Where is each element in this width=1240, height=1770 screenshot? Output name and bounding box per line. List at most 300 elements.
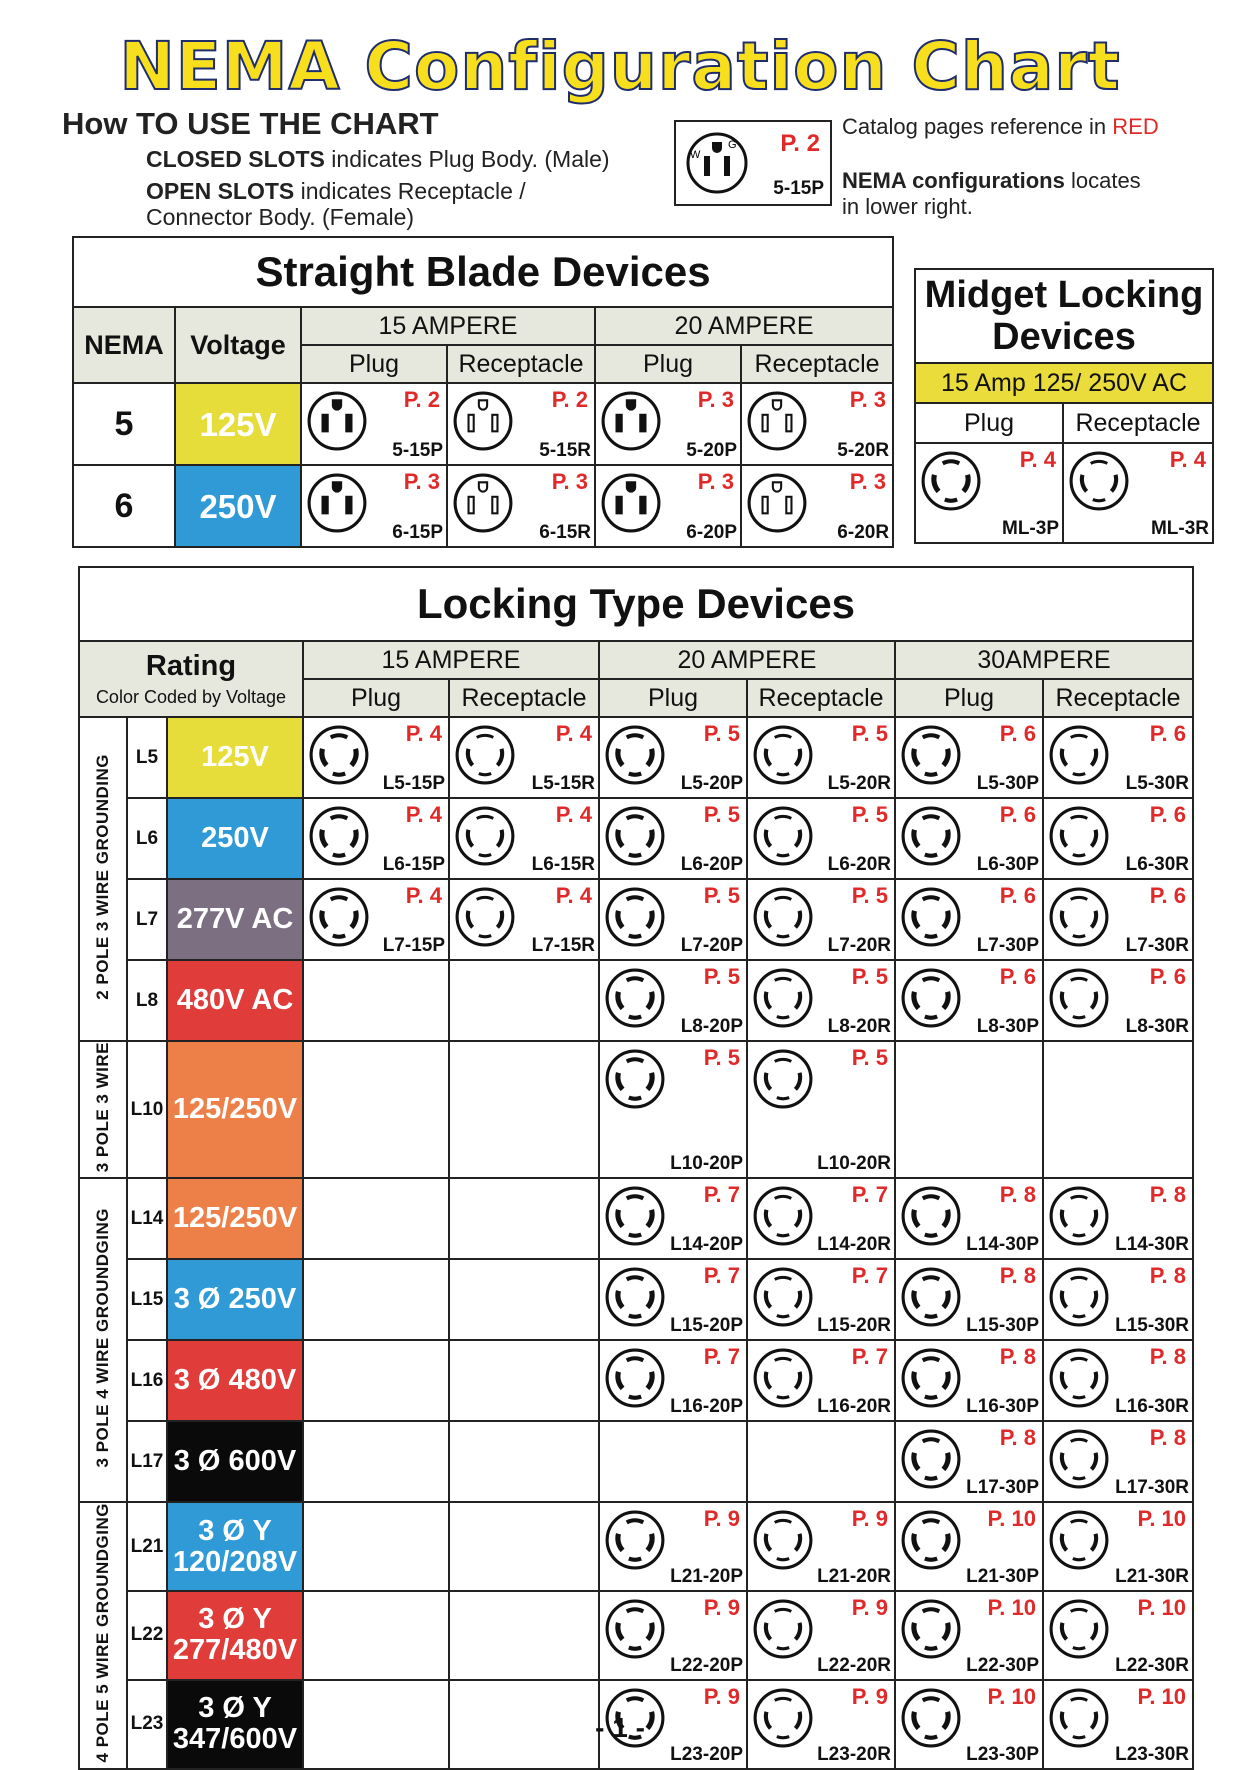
voltage-label: 277V AC xyxy=(176,903,294,935)
nema-code: L22-30R xyxy=(1115,1654,1190,1676)
rating-label: Rating xyxy=(145,650,237,682)
nema-code: L7-30P xyxy=(976,935,1039,956)
locking-device-cell xyxy=(1043,798,1193,879)
catalog-page-ref: P. 10 xyxy=(987,1506,1036,1532)
locking-row xyxy=(79,1502,1193,1591)
catalog-page-ref: P. 10 xyxy=(987,1683,1036,1709)
empty-cell xyxy=(303,1340,449,1421)
receptacle-face-icon xyxy=(1048,1509,1110,1571)
straight-device-cell xyxy=(301,465,447,547)
page-number: - 1 - xyxy=(595,1712,645,1743)
catalog-page-ref: P. 8 xyxy=(999,1425,1036,1451)
empty-cell xyxy=(449,1340,599,1421)
receptacle-face-icon xyxy=(752,1185,814,1247)
voltage-label: 125/250V xyxy=(172,1202,298,1235)
col-voltage: Voltage xyxy=(175,307,301,383)
nema-code: L23-30R xyxy=(1115,1743,1190,1765)
nema-code: L16-20R xyxy=(817,1396,891,1418)
howto-open-line xyxy=(146,178,526,204)
locking-device-cell xyxy=(747,1502,895,1591)
nema-code: L7-30R xyxy=(1125,935,1190,956)
nema-code: L16-30R xyxy=(1115,1396,1190,1418)
rating-sub-label: Color Coded by Voltage xyxy=(95,687,287,707)
pole-group-text: 3 POLE 4 WIRE GROUNDGING xyxy=(93,1208,112,1468)
plug-face-icon xyxy=(308,886,370,948)
receptacle-face-icon xyxy=(752,967,814,1029)
voltage-label: 3 Ø Y xyxy=(198,1692,272,1725)
catalog-page-ref: P. 3 xyxy=(849,387,887,412)
voltage-cell xyxy=(167,1502,303,1591)
catalog-page-ref: P. 10 xyxy=(1137,1595,1187,1621)
receptacle-face-icon xyxy=(1068,450,1130,512)
midget-title-line1: Midget Locking xyxy=(924,274,1204,316)
nema-code: L5-30P xyxy=(976,773,1039,794)
receptacle-face-icon xyxy=(1048,1185,1110,1247)
locking-device-cell xyxy=(599,1502,747,1591)
empty-cell xyxy=(303,1591,449,1680)
catalog-page-ref: P. 4 xyxy=(555,721,592,746)
nema-code: L6-30P xyxy=(976,854,1039,875)
voltage-label-2: 347/600V xyxy=(172,1723,298,1756)
plug-face-icon xyxy=(604,886,666,948)
catalog-page-ref: P. 7 xyxy=(851,1344,888,1370)
nema-code: 6-20R xyxy=(837,522,890,543)
plug-face-icon xyxy=(900,1509,962,1571)
nema-code: L8-20P xyxy=(680,1016,743,1037)
howto-closed-line xyxy=(146,146,610,172)
receptacle-face-icon xyxy=(452,390,514,452)
catalog-page-ref: P. 6 xyxy=(1149,964,1187,989)
empty-cell xyxy=(449,1178,599,1259)
locking-device-cell xyxy=(895,1421,1043,1502)
nema-code: L15-20R xyxy=(817,1315,891,1337)
nema-code: L14-30R xyxy=(1115,1234,1190,1256)
catalog-page-ref: P. 6 xyxy=(999,802,1036,827)
straight-receptacle-20: Receptacle xyxy=(741,345,893,383)
voltage-cell: 250V xyxy=(175,465,301,547)
receptacle-face-icon xyxy=(1048,1428,1110,1490)
nema-code: L14-20R xyxy=(817,1234,891,1256)
voltage-label: 3 Ø Y xyxy=(198,1514,272,1547)
voltage-label: 250V xyxy=(201,822,269,854)
catalog-page-ref: P. 8 xyxy=(1149,1263,1187,1289)
plug-face-icon xyxy=(900,1428,962,1490)
nema-type: L6 xyxy=(127,798,167,879)
receptacle-face-icon xyxy=(752,805,814,867)
legend-red-word: RED xyxy=(1112,114,1159,139)
nema-code: L10-20P xyxy=(670,1153,743,1175)
catalog-page-ref: P. 9 xyxy=(703,1506,740,1532)
nema-type: L8 xyxy=(127,960,167,1041)
empty-cell xyxy=(303,1502,449,1591)
catalog-page-ref: P. 2 xyxy=(403,387,440,412)
locking-device-cell xyxy=(895,1591,1043,1680)
rating-header xyxy=(79,641,303,717)
straight-plug-15: Plug xyxy=(301,345,447,383)
catalog-page-ref: P. 6 xyxy=(999,883,1036,908)
catalog-page-ref: P. 5 xyxy=(703,802,740,827)
legend-line3: in lower right. xyxy=(842,194,973,219)
voltage-label-2: 277/480V xyxy=(172,1634,298,1667)
catalog-page-ref: P. 7 xyxy=(851,1263,888,1289)
receptacle-face-icon xyxy=(1048,724,1110,786)
plug-face-icon xyxy=(604,1509,666,1571)
nema-code: L8-20R xyxy=(827,1016,891,1037)
locking-device-cell xyxy=(1043,1421,1193,1502)
catalog-page-ref: P. 10 xyxy=(987,1595,1036,1621)
locking-device-cell xyxy=(599,798,747,879)
plug-face-icon xyxy=(604,1185,666,1247)
locking-row xyxy=(79,1591,1193,1680)
nema-code: L5-15P xyxy=(382,773,445,794)
nema-type: L15 xyxy=(127,1259,167,1340)
nema-type: L5 xyxy=(127,717,167,798)
nema-code: L21-30P xyxy=(966,1566,1039,1588)
nema-code: L8-30P xyxy=(976,1016,1039,1037)
catalog-page-ref: P. 6 xyxy=(1149,802,1187,827)
catalog-page-ref: P. 4 xyxy=(405,802,442,827)
empty-cell xyxy=(303,1421,449,1502)
nema-code: 6-20P xyxy=(686,522,737,543)
straight-row xyxy=(73,465,893,547)
nema-code: L14-20P xyxy=(670,1234,743,1256)
plug-face-icon xyxy=(900,1598,962,1660)
nema-code: L22-20P xyxy=(670,1654,743,1676)
howto-open-line2: Connector Body. (Female) xyxy=(146,204,415,230)
receptacle-face-icon xyxy=(746,472,808,534)
pole-group-text: 3 POLE 3 WIRE xyxy=(93,1042,112,1173)
nema-code: L5-20P xyxy=(680,773,743,794)
voltage-cell xyxy=(167,1340,303,1421)
catalog-page-ref: P. 5 xyxy=(851,721,888,746)
locking-device-cell xyxy=(747,798,895,879)
nema-code: 5-15R xyxy=(539,440,591,461)
plug-face-icon xyxy=(306,390,368,452)
receptacle-face-icon xyxy=(746,390,808,452)
locking-amp-20: 20 AMPERE xyxy=(599,641,895,679)
straight-device-cell xyxy=(301,383,447,465)
example-code: 5-15P xyxy=(773,178,824,199)
locking-row xyxy=(79,798,1193,879)
locking-row xyxy=(79,1421,1193,1502)
nema-type: L14 xyxy=(127,1178,167,1259)
catalog-page-ref: P. 3 xyxy=(697,387,734,412)
empty-cell xyxy=(303,1259,449,1340)
receptacle-face-icon xyxy=(752,1509,814,1571)
plug-face-icon xyxy=(900,1266,962,1328)
catalog-page-ref: P. 8 xyxy=(1149,1344,1187,1370)
locking-device-cell xyxy=(747,879,895,960)
nema-type: L17 xyxy=(127,1421,167,1502)
locking-device-cell xyxy=(599,879,747,960)
catalog-page-ref: P. 10 xyxy=(1137,1683,1187,1709)
receptacle-face-icon xyxy=(1048,967,1110,1029)
catalog-page-ref: P. 5 xyxy=(703,964,740,989)
straight-amp-15: 15 AMPERE xyxy=(301,307,595,345)
nema-code: L21-20R xyxy=(817,1566,891,1588)
pole-group-text: 2 POLE 3 WIRE GROUNDING xyxy=(93,753,112,1000)
locking-device-cell xyxy=(303,879,449,960)
receptacle-face-icon xyxy=(452,472,514,534)
locking-amp-30: 30AMPERE xyxy=(895,641,1193,679)
catalog-page-ref: P. 9 xyxy=(703,1595,740,1621)
voltage-cell xyxy=(167,1591,303,1680)
locking-device-cell xyxy=(599,960,747,1041)
straight-receptacle-15: Receptacle xyxy=(447,345,595,383)
nema-type: L22 xyxy=(127,1591,167,1680)
plug-face-icon xyxy=(604,724,666,786)
legend-line1 xyxy=(842,114,1159,140)
pole-group-label xyxy=(79,1178,127,1502)
midget-title xyxy=(915,269,1213,363)
locking-row xyxy=(79,717,1193,798)
receptacle-face-icon xyxy=(752,1347,814,1409)
receptacle-face-icon xyxy=(752,886,814,948)
pole-group-text: 4 POLE 5 WIRE GROUNDGING xyxy=(93,1503,112,1763)
nema-code: 5-15P xyxy=(392,440,443,461)
locking-device-cell xyxy=(895,1178,1043,1259)
locking-device-cell xyxy=(895,879,1043,960)
nema-type: L23 xyxy=(127,1680,167,1769)
catalog-page-ref: P. 8 xyxy=(999,1263,1036,1289)
catalog-page-ref: P. 9 xyxy=(703,1683,740,1709)
locking-receptacle-15: Receptacle xyxy=(449,679,599,717)
nema-type: L10 xyxy=(127,1041,167,1178)
locking-device-cell xyxy=(747,1259,895,1340)
locking-type-table xyxy=(78,566,1194,1770)
catalog-page-ref: P. 4 xyxy=(1019,447,1056,472)
catalog-page-ref: P. 6 xyxy=(1149,883,1187,908)
midget-device-cell xyxy=(915,443,1063,543)
catalog-page-ref: P. 7 xyxy=(851,1182,888,1208)
straight-device-cell xyxy=(741,465,893,547)
locking-receptacle-20: Receptacle xyxy=(747,679,895,717)
nema-code: L15-30P xyxy=(966,1315,1039,1337)
locking-device-cell xyxy=(747,1340,895,1421)
locking-device-cell xyxy=(895,717,1043,798)
empty-cell xyxy=(449,1259,599,1340)
plug-face-icon xyxy=(604,1266,666,1328)
voltage-label: 125/250V xyxy=(172,1093,298,1126)
empty-cell xyxy=(1043,1041,1193,1178)
locking-device-cell xyxy=(1043,717,1193,798)
empty-cell xyxy=(895,1041,1043,1178)
nema-code: L7-15R xyxy=(531,935,595,956)
pole-group-label xyxy=(79,1041,127,1178)
nema-code: L7-15P xyxy=(382,935,445,956)
example-box xyxy=(674,120,832,206)
midget-rating: 15 Amp 125/ 250V AC xyxy=(915,363,1213,403)
plug-face-icon xyxy=(308,805,370,867)
nema-code: 5-20R xyxy=(837,440,890,461)
straight-device-cell xyxy=(595,465,741,547)
voltage-cell xyxy=(167,798,303,879)
voltage-label: 3 Ø 250V xyxy=(173,1283,297,1316)
locking-receptacle-30: Receptacle xyxy=(1043,679,1193,717)
plug-face-icon xyxy=(900,1347,962,1409)
plug-face-icon xyxy=(604,1598,666,1660)
receptacle-face-icon xyxy=(454,805,516,867)
locking-device-cell xyxy=(1043,879,1193,960)
locking-device-cell xyxy=(1043,1340,1193,1421)
locking-row xyxy=(79,960,1193,1041)
locking-device-cell xyxy=(895,798,1043,879)
pole-group-label xyxy=(79,717,127,1041)
plug-face-icon xyxy=(900,1185,962,1247)
midget-plug: Plug xyxy=(915,403,1063,443)
midget-title-line2: Devices xyxy=(992,316,1136,358)
locking-row xyxy=(79,1340,1193,1421)
voltage-label: 480V AC xyxy=(176,984,294,1016)
empty-cell xyxy=(599,1421,747,1502)
locking-device-cell xyxy=(449,798,599,879)
nema-code: L17-30P xyxy=(966,1477,1039,1499)
midget-device-cell xyxy=(1063,443,1213,543)
catalog-page-ref: P. 7 xyxy=(703,1263,740,1289)
nema-code: L5-15R xyxy=(531,773,595,794)
locking-device-cell xyxy=(449,879,599,960)
receptacle-face-icon xyxy=(454,886,516,948)
receptacle-face-icon xyxy=(752,1266,814,1328)
voltage-label: 3 Ø 600V xyxy=(173,1445,297,1478)
locking-device-cell xyxy=(747,1041,895,1178)
plug-face-icon xyxy=(604,805,666,867)
receptacle-face-icon xyxy=(752,724,814,786)
plug-face-icon xyxy=(600,390,662,452)
voltage-label-2: 120/208V xyxy=(172,1545,298,1578)
catalog-page-ref: P. 8 xyxy=(999,1344,1036,1370)
catalog-page-ref: P. 6 xyxy=(999,721,1036,746)
locking-row xyxy=(79,879,1193,960)
nema-code: L6-15R xyxy=(531,854,595,875)
straight-blade-table xyxy=(72,236,894,548)
locking-device-cell xyxy=(599,717,747,798)
nema-code: 6-15R xyxy=(539,522,591,543)
locking-device-cell xyxy=(1043,1502,1193,1591)
straight-device-cell xyxy=(447,465,595,547)
catalog-page-ref: P. 5 xyxy=(851,1045,888,1070)
empty-cell xyxy=(449,1041,599,1178)
page-title: NEMA Configuration Chart xyxy=(119,28,1121,105)
nema-type: L21 xyxy=(127,1502,167,1591)
nema-code: 6-15P xyxy=(392,522,443,543)
locking-row xyxy=(79,1041,1193,1178)
receptacle-face-icon xyxy=(1048,886,1110,948)
plug-face-icon xyxy=(900,967,962,1029)
straight-device-cell xyxy=(741,383,893,465)
locking-row xyxy=(79,1178,1193,1259)
straight-device-cell xyxy=(447,383,595,465)
straight-device-cell xyxy=(595,383,741,465)
catalog-page-ref: P. 6 xyxy=(999,964,1036,989)
locking-device-cell xyxy=(1043,1178,1193,1259)
example-outlet-icon xyxy=(684,130,750,196)
locking-device-cell xyxy=(599,1340,747,1421)
catalog-page-ref: P. 3 xyxy=(551,469,588,494)
catalog-page-ref: P. 2 xyxy=(551,387,588,412)
catalog-page-ref: P. 3 xyxy=(849,469,887,494)
nema-code: L8-30R xyxy=(1125,1016,1190,1037)
nema-code: L6-15P xyxy=(382,854,445,875)
locking-device-cell xyxy=(303,717,449,798)
voltage-label: 3 Ø 480V xyxy=(173,1364,297,1397)
empty-cell xyxy=(449,1421,599,1502)
straight-row xyxy=(73,383,893,465)
voltage-cell xyxy=(167,1421,303,1502)
catalog-page-ref: P. 4 xyxy=(555,883,592,908)
open-slots-text: indicates Receptacle / xyxy=(294,178,526,204)
nema-code: L16-30P xyxy=(966,1396,1039,1418)
empty-cell xyxy=(747,1421,895,1502)
nema-number: 5 xyxy=(73,383,175,465)
open-slots-label: OPEN SLOTS xyxy=(146,178,295,204)
closed-slots-label: CLOSED SLOTS xyxy=(146,146,325,172)
empty-cell xyxy=(449,1502,599,1591)
catalog-page-ref: P. 9 xyxy=(851,1506,888,1532)
voltage-cell: 125V xyxy=(175,383,301,465)
catalog-page-ref: P. 4 xyxy=(1169,447,1206,472)
catalog-page-ref: P. 4 xyxy=(405,883,442,908)
locking-plug-15: Plug xyxy=(303,679,449,717)
nema-code: L6-30R xyxy=(1125,854,1190,875)
catalog-page-ref: P. 8 xyxy=(1149,1182,1187,1208)
receptacle-face-icon xyxy=(1048,1266,1110,1328)
legend-bold: NEMA configurations xyxy=(842,168,1065,193)
locking-device-cell xyxy=(599,1259,747,1340)
example-page-ref: P. 2 xyxy=(780,130,820,157)
catalog-page-ref: P. 9 xyxy=(851,1683,888,1709)
catalog-page-ref: P. 4 xyxy=(405,721,442,746)
catalog-page-ref: P. 10 xyxy=(1137,1506,1187,1532)
nema-code: L5-30R xyxy=(1125,773,1190,794)
howto-heading: How TO USE THE CHART xyxy=(62,106,439,141)
catalog-page-ref: P. 5 xyxy=(851,802,888,827)
locking-device-cell xyxy=(1043,960,1193,1041)
empty-cell xyxy=(303,1178,449,1259)
receptacle-face-icon xyxy=(1048,805,1110,867)
nema-number: 6 xyxy=(73,465,175,547)
catalog-page-ref: P. 6 xyxy=(1149,721,1187,746)
locking-device-cell xyxy=(1043,1259,1193,1340)
voltage-cell xyxy=(167,1041,303,1178)
locking-device-cell xyxy=(895,960,1043,1041)
locking-device-cell xyxy=(895,1502,1043,1591)
empty-cell xyxy=(303,1041,449,1178)
legend-line1-text: Catalog pages reference in xyxy=(842,114,1113,139)
nema-code: L16-20P xyxy=(670,1396,743,1418)
catalog-page-ref: P. 9 xyxy=(851,1595,888,1621)
plug-face-icon xyxy=(920,450,982,512)
locking-row xyxy=(79,1259,1193,1340)
straight-title: Straight Blade Devices xyxy=(73,237,893,307)
straight-amp-20: 20 AMPERE xyxy=(595,307,893,345)
plug-face-icon xyxy=(604,1048,666,1110)
plug-face-icon xyxy=(308,724,370,786)
receptacle-face-icon xyxy=(1048,1347,1110,1409)
midget-locking-table xyxy=(914,268,1214,544)
locking-device-cell xyxy=(895,1340,1043,1421)
receptacle-face-icon xyxy=(752,1598,814,1660)
locking-device-cell xyxy=(747,717,895,798)
locking-plug-20: Plug xyxy=(599,679,747,717)
catalog-page-ref: P. 3 xyxy=(403,469,440,494)
svg-text:G: G xyxy=(728,139,737,151)
legend-line2-text: locates xyxy=(1064,168,1141,193)
nema-code: L15-20P xyxy=(670,1315,743,1337)
locking-device-cell xyxy=(747,960,895,1041)
voltage-cell xyxy=(167,1259,303,1340)
voltage-label: 3 Ø Y xyxy=(198,1603,272,1636)
